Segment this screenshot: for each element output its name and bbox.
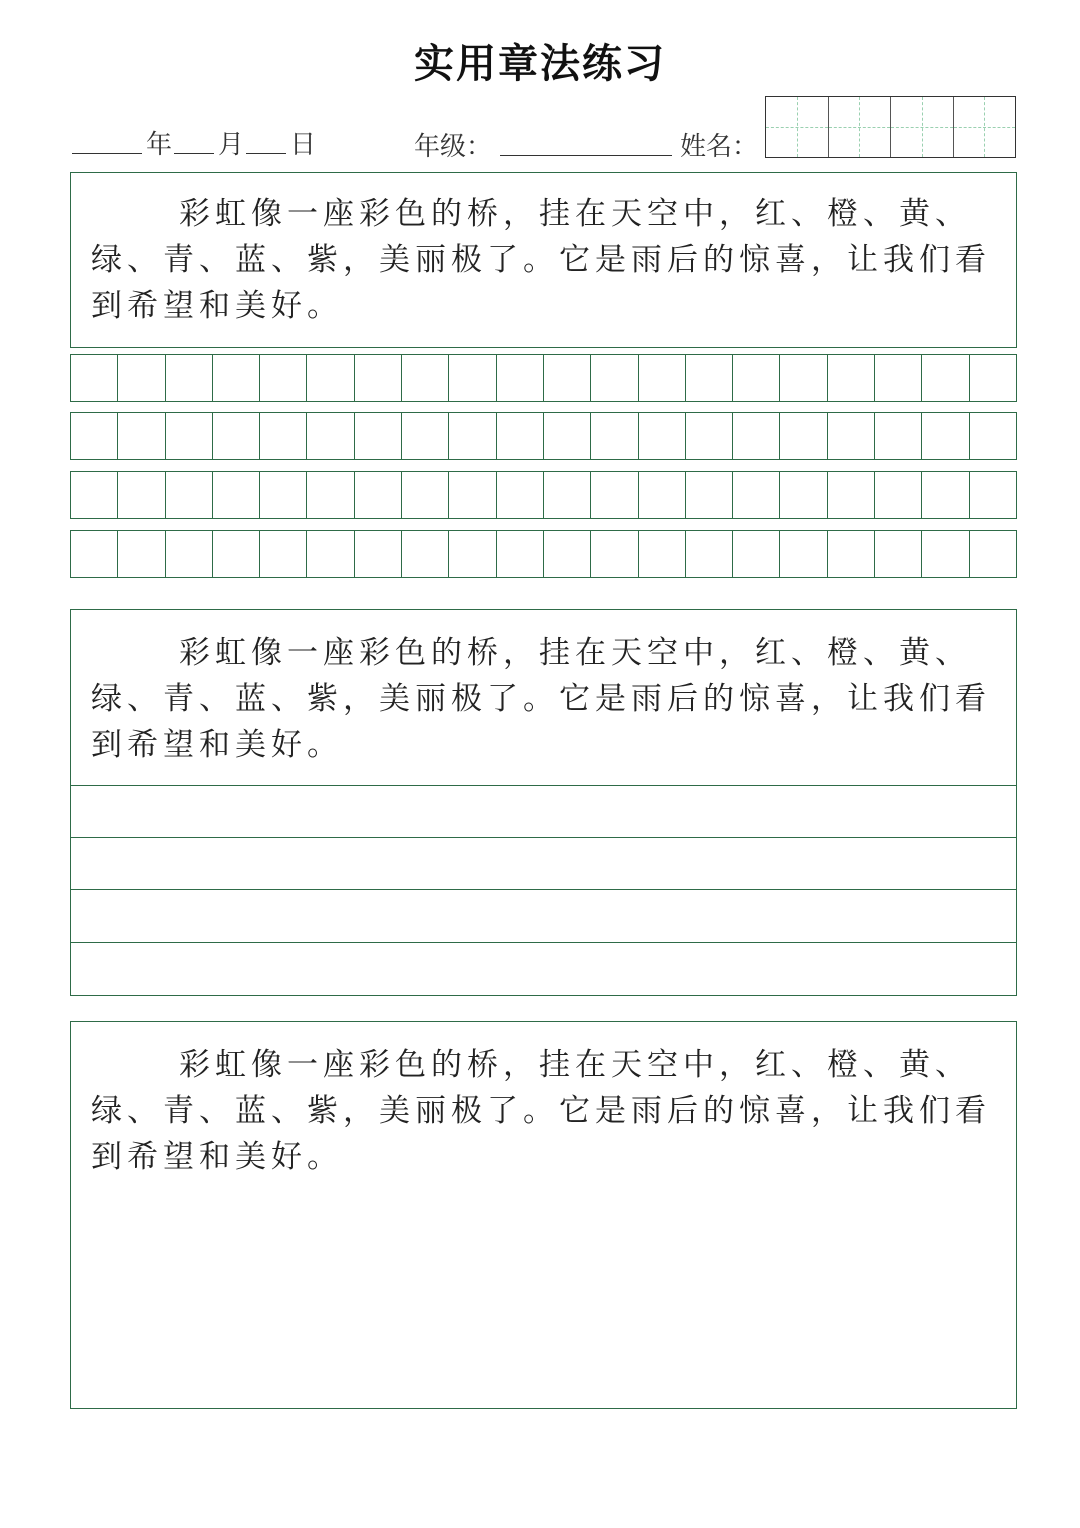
name-cell[interactable] <box>766 97 829 157</box>
grid-cell[interactable] <box>307 472 354 518</box>
name-cell[interactable] <box>954 97 1016 157</box>
grid-row[interactable] <box>70 412 1017 460</box>
grid-cell[interactable] <box>166 531 213 577</box>
grid-cell[interactable] <box>733 531 780 577</box>
grid-cell[interactable] <box>922 355 969 401</box>
grid-cell[interactable] <box>260 531 307 577</box>
grid-cell[interactable] <box>780 413 827 459</box>
grid-cell[interactable] <box>449 531 496 577</box>
passage-box-3[interactable] <box>70 1021 1017 1409</box>
grid-cell[interactable] <box>71 413 118 459</box>
grid-cell[interactable] <box>71 531 118 577</box>
grid-cell[interactable] <box>260 355 307 401</box>
grid-cell[interactable] <box>828 355 875 401</box>
grid-cell[interactable] <box>733 472 780 518</box>
page-title: 实用章法练习 <box>414 41 666 87</box>
grid-row[interactable] <box>70 354 1017 402</box>
grid-cell[interactable] <box>544 355 591 401</box>
grid-cell[interactable] <box>71 472 118 518</box>
grid-cell[interactable] <box>591 531 638 577</box>
grid-cell[interactable] <box>307 413 354 459</box>
grid-cell[interactable] <box>213 472 260 518</box>
grid-cell[interactable] <box>733 413 780 459</box>
grid-cell[interactable] <box>166 472 213 518</box>
day-blank[interactable] <box>246 153 286 154</box>
grid-cell[interactable] <box>639 531 686 577</box>
grid-cell[interactable] <box>402 355 449 401</box>
grid-cell[interactable] <box>591 472 638 518</box>
grid-row[interactable] <box>70 530 1017 578</box>
grid-cell[interactable] <box>544 413 591 459</box>
grid-cell[interactable] <box>449 472 496 518</box>
year-blank[interactable] <box>72 153 142 154</box>
grid-cell[interactable] <box>970 355 1016 401</box>
grade-label: 年级： <box>414 132 493 162</box>
grid-cell[interactable] <box>355 355 402 401</box>
grid-cell[interactable] <box>875 472 922 518</box>
day-label: 日 <box>290 130 317 160</box>
grid-cell[interactable] <box>875 531 922 577</box>
grid-cell[interactable] <box>591 355 638 401</box>
grid-cell[interactable] <box>213 355 260 401</box>
grid-cell[interactable] <box>922 531 969 577</box>
grid-cell[interactable] <box>780 472 827 518</box>
writing-line[interactable] <box>71 837 1016 838</box>
name-cell[interactable] <box>891 97 954 157</box>
grid-cell[interactable] <box>970 531 1016 577</box>
grid-cell[interactable] <box>355 531 402 577</box>
grid-cell[interactable] <box>449 355 496 401</box>
grid-cell[interactable] <box>639 472 686 518</box>
grid-cell[interactable] <box>780 355 827 401</box>
grid-cell[interactable] <box>402 531 449 577</box>
writing-line[interactable] <box>71 889 1016 890</box>
grid-cell[interactable] <box>828 472 875 518</box>
grid-cell[interactable] <box>686 413 733 459</box>
grid-cell[interactable] <box>307 355 354 401</box>
grid-cell[interactable] <box>497 355 544 401</box>
month-label: 月 <box>218 130 245 160</box>
grid-cell[interactable] <box>733 355 780 401</box>
grid-cell[interactable] <box>686 355 733 401</box>
grid-cell[interactable] <box>639 413 686 459</box>
grid-cell[interactable] <box>828 531 875 577</box>
grid-cell[interactable] <box>118 472 165 518</box>
grid-cell[interactable] <box>355 472 402 518</box>
grid-cell[interactable] <box>686 472 733 518</box>
grid-cell[interactable] <box>213 413 260 459</box>
grid-cell[interactable] <box>875 413 922 459</box>
grid-cell[interactable] <box>922 472 969 518</box>
grid-cell[interactable] <box>828 413 875 459</box>
writing-line[interactable] <box>71 785 1016 786</box>
passage-box-1 <box>70 172 1017 348</box>
name-cell[interactable] <box>829 97 892 157</box>
grid-cell[interactable] <box>686 531 733 577</box>
grid-cell[interactable] <box>544 472 591 518</box>
month-blank[interactable] <box>174 153 214 154</box>
grid-cell[interactable] <box>118 531 165 577</box>
grid-cell[interactable] <box>639 355 686 401</box>
model-passage: 彩虹像一座彩色的桥，挂在天空中，红、橙、黄、绿、青、蓝、紫，美丽极了。它是雨后的惊喜，让我们看到希望和美好。 <box>91 635 991 763</box>
grade-blank[interactable] <box>500 155 672 156</box>
grid-cell[interactable] <box>402 472 449 518</box>
writing-line[interactable] <box>71 942 1016 943</box>
grid-cell[interactable] <box>260 413 307 459</box>
grid-cell[interactable] <box>71 355 118 401</box>
grid-cell[interactable] <box>970 472 1016 518</box>
model-passage: 彩虹像一座彩色的桥，挂在天空中，红、橙、黄、绿、青、蓝、紫，美丽极了。它是雨后的惊喜，让我们看到希望和美好。 <box>91 1047 991 1175</box>
passage-box-2 <box>70 609 1017 996</box>
grid-cell[interactable] <box>307 531 354 577</box>
grid-cell[interactable] <box>497 472 544 518</box>
grid-cell[interactable] <box>166 413 213 459</box>
grid-cell[interactable] <box>260 472 307 518</box>
name-grid[interactable] <box>765 96 1016 158</box>
grid-cell[interactable] <box>118 413 165 459</box>
name-label: 姓名： <box>680 132 759 162</box>
grid-cell[interactable] <box>118 355 165 401</box>
year-label: 年 <box>146 130 173 160</box>
grid-cell[interactable] <box>497 413 544 459</box>
model-passage: 彩虹像一座彩色的桥，挂在天空中，红、橙、黄、绿、青、蓝、紫，美丽极了。它是雨后的惊喜，让我们看到希望和美好。 <box>91 196 991 324</box>
grid-cell[interactable] <box>497 531 544 577</box>
grid-cell[interactable] <box>166 355 213 401</box>
grid-cell[interactable] <box>875 355 922 401</box>
grid-cell[interactable] <box>591 413 638 459</box>
grid-cell[interactable] <box>213 531 260 577</box>
grid-cell[interactable] <box>402 413 449 459</box>
grid-cell[interactable] <box>355 413 402 459</box>
grid-cell[interactable] <box>449 413 496 459</box>
grid-cell[interactable] <box>970 413 1016 459</box>
grid-cell[interactable] <box>922 413 969 459</box>
grid-cell[interactable] <box>780 531 827 577</box>
grid-cell[interactable] <box>544 531 591 577</box>
grid-row[interactable] <box>70 471 1017 519</box>
